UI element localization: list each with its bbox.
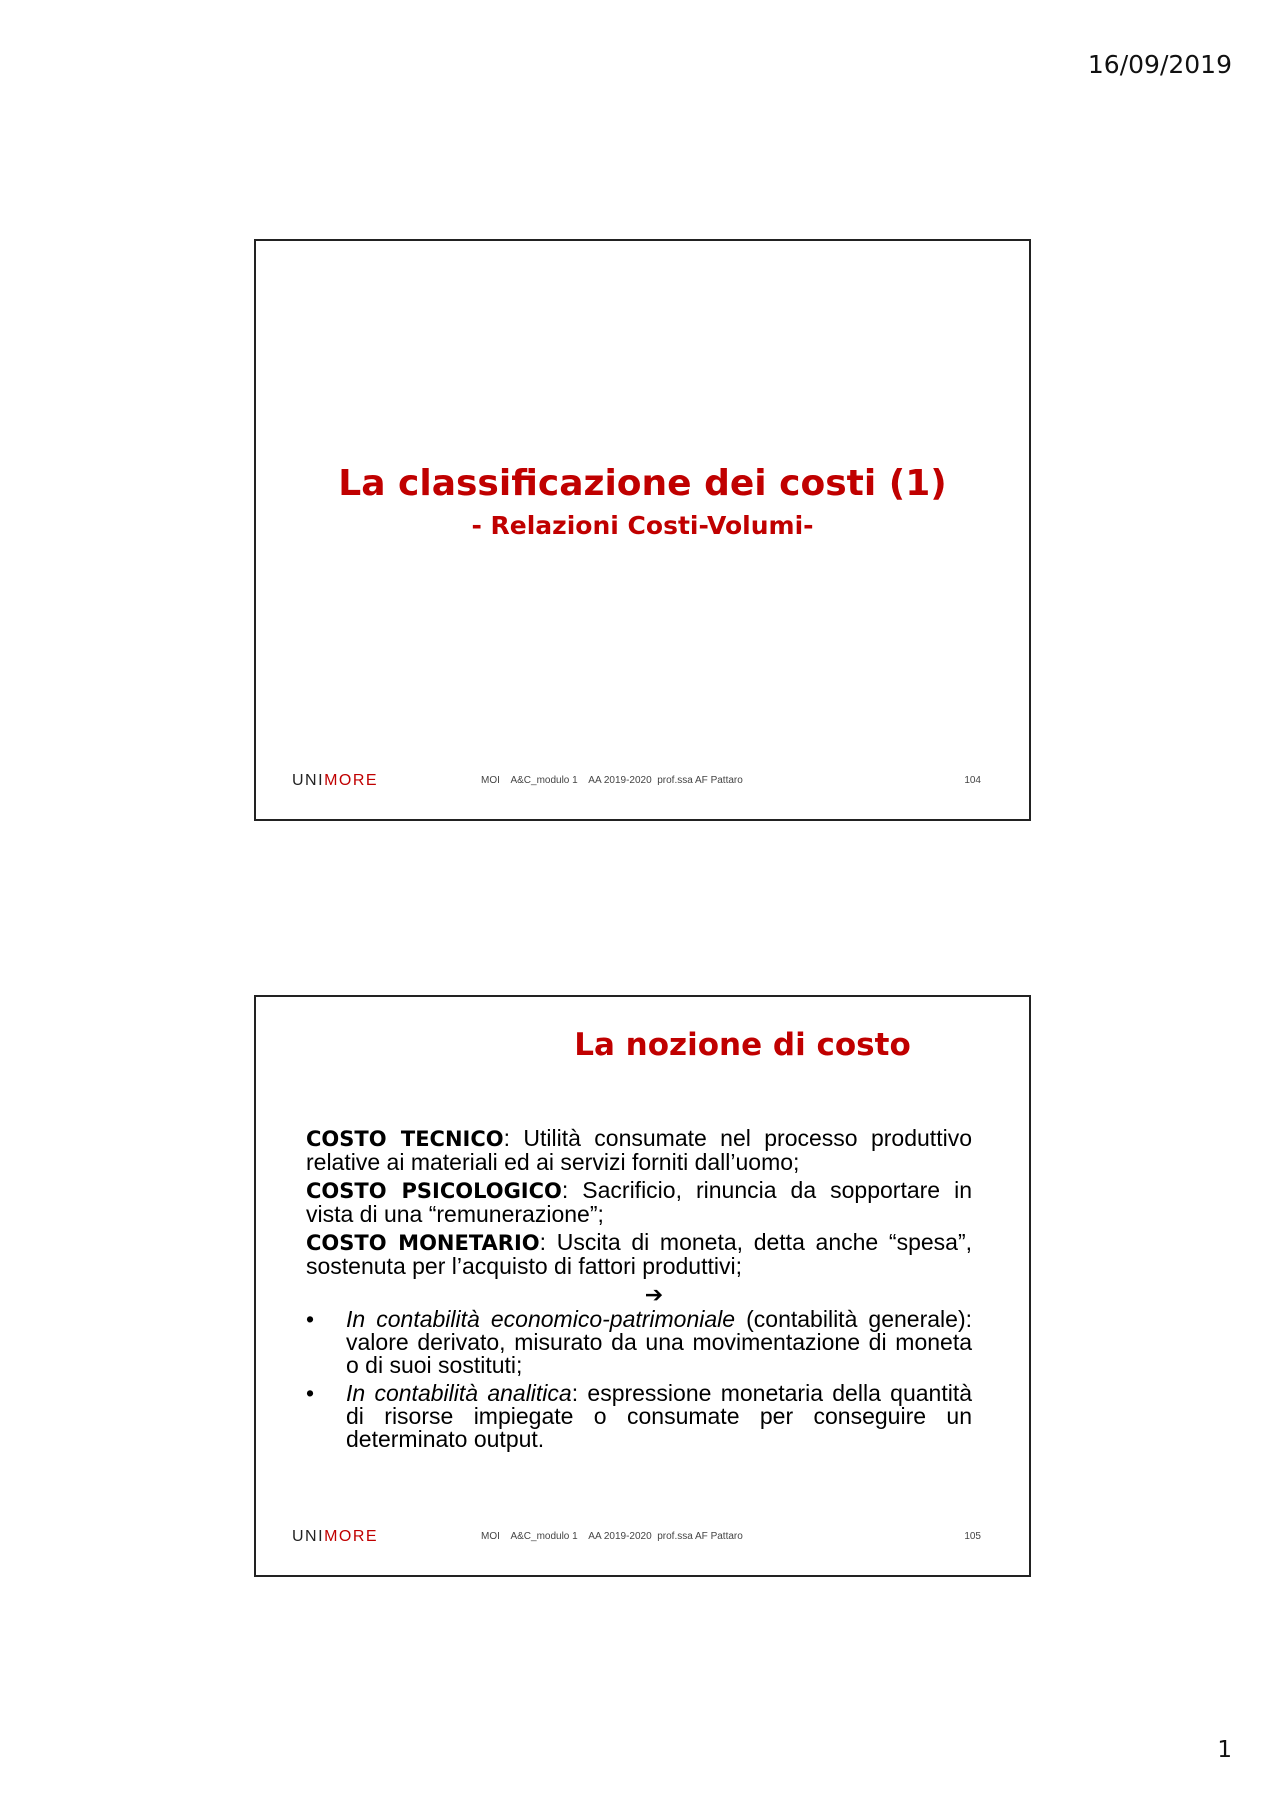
bullet-text xyxy=(346,1308,972,1377)
page-number: 1 xyxy=(1217,1737,1232,1763)
logo-text-more: MORE xyxy=(324,772,379,789)
slide-footer xyxy=(256,1527,1029,1547)
definition-costo-psicologico xyxy=(306,1179,972,1226)
page-date: 16/09/2019 xyxy=(1087,50,1232,79)
slide-title: La classificazione dei costi (1) xyxy=(338,463,947,504)
bullet-item xyxy=(306,1308,972,1377)
slide-body xyxy=(306,1127,972,1456)
unimore-logo xyxy=(292,1527,378,1547)
definition-text: : Uscita di moneta, detta anche “spesa”, sostenuta per l’acquisto di fattori produttivi; xyxy=(306,1229,972,1279)
slide-number: 105 xyxy=(964,1531,981,1542)
logo-text-more: MORE xyxy=(324,1528,379,1545)
bullet-italic: In contabilità economico-patrimoniale xyxy=(346,1306,736,1332)
unimore-logo xyxy=(292,771,378,791)
slide-title: La nozione di costo xyxy=(574,1027,911,1063)
bullet-italic: In contabilità analitica xyxy=(346,1380,572,1406)
footer-course-info: MOI A&C_modulo 1 AA 2019-2020 prof.ssa AF Pattaro xyxy=(481,775,743,786)
bullet-body: : espressione monetaria della quantità di risorse impiegate o consumate per conseguire un determinato output. xyxy=(346,1380,972,1452)
slide-105 xyxy=(254,995,1031,1577)
definition-text: : Utilità consumate nel processo produttivo relative ai materiali ed ai servizi forniti dall’uomo; xyxy=(306,1125,972,1175)
slide-104 xyxy=(254,239,1031,821)
definition-text: : Sacrificio, rinuncia da sopportare in vista di una “remunerazione”; xyxy=(306,1177,972,1227)
footer-course-info: MOI A&C_modulo 1 AA 2019-2020 prof.ssa AF Pattaro xyxy=(481,1531,743,1542)
definition-costo-tecnico xyxy=(306,1127,972,1174)
bullet-icon: • xyxy=(306,1380,315,1406)
right-arrow-icon: ➔ xyxy=(644,1282,664,1307)
slide-subtitle: - Relazioni Costi-Volumi- xyxy=(471,511,814,540)
term: COSTO PSICOLOGICO xyxy=(306,1179,562,1203)
logo-text-uni: UNI xyxy=(292,1528,325,1545)
term: COSTO MONETARIO xyxy=(306,1231,540,1255)
definition-costo-monetario xyxy=(306,1231,972,1278)
term: COSTO TECNICO xyxy=(306,1127,504,1151)
bullet-icon: • xyxy=(306,1306,315,1332)
bullet-text xyxy=(346,1382,972,1451)
bullet-item xyxy=(306,1382,972,1451)
bullet-body: (contabilità generale): valore derivato, misurato da una movimentazione di moneta o di suoi sostituti; xyxy=(346,1306,972,1378)
slide-footer xyxy=(256,771,1029,791)
logo-text-uni: UNI xyxy=(292,772,325,789)
slide-number: 104 xyxy=(964,775,981,786)
